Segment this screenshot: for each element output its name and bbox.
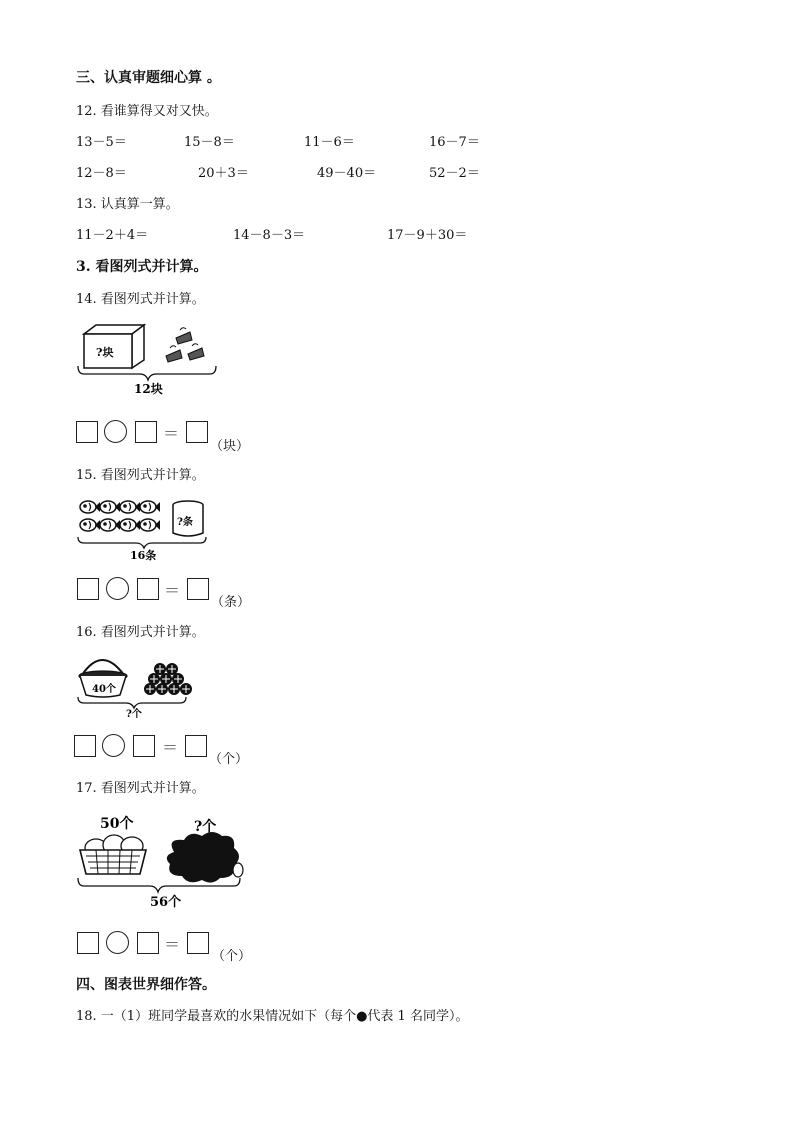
fish-icon bbox=[80, 519, 100, 531]
cake-slices-icon bbox=[166, 328, 204, 362]
q13-label: 13. 认真算一算。 bbox=[76, 197, 179, 212]
q16-answer-box-1[interactable] bbox=[74, 735, 96, 757]
q15-equals: ＝ bbox=[164, 581, 181, 600]
q17-right-text: ?个 bbox=[194, 819, 217, 835]
fish-icon bbox=[100, 519, 120, 531]
fruit-icon bbox=[145, 684, 156, 695]
q14-total: 12块 bbox=[134, 382, 163, 396]
q13-c3: 17－9＋30＝ bbox=[387, 228, 468, 243]
q13-c2: 14－8－3＝ bbox=[233, 228, 306, 243]
q17-unit: （个） bbox=[212, 949, 252, 964]
subsection-title: 3. 看图列式并计算。 bbox=[76, 259, 208, 275]
q14-box-text: ?块 bbox=[96, 346, 114, 359]
q17-total: 56个 bbox=[150, 895, 182, 910]
q13-c1: 11－2＋4＝ bbox=[76, 228, 149, 243]
q15-answer-box-1[interactable] bbox=[77, 578, 99, 600]
fish-group-icon bbox=[80, 501, 160, 531]
q14-answer-box-3[interactable] bbox=[186, 421, 208, 443]
fish-icon bbox=[140, 501, 160, 513]
total-brace bbox=[78, 537, 206, 548]
q15-label: 15. 看图列式并计算。 bbox=[76, 468, 205, 483]
q18-label: 18. 一（1）班同学最喜欢的水果情况如下（每个●代表 1 名同学）。 bbox=[76, 1009, 469, 1024]
q14-label: 14. 看图列式并计算。 bbox=[76, 292, 205, 307]
q12-r2-c3: 49－40＝ bbox=[317, 166, 377, 181]
fish-icon bbox=[140, 519, 160, 531]
q15-cup-text: ?条 bbox=[177, 517, 193, 528]
q16-basket-text: 40个 bbox=[92, 684, 116, 695]
q15-figure bbox=[76, 497, 216, 565]
covered-basket-icon bbox=[167, 832, 243, 883]
q12-r1-c2: 15－8＝ bbox=[184, 135, 235, 150]
q16-figure bbox=[76, 651, 191, 721]
q14-operator-circle[interactable] bbox=[104, 420, 127, 443]
q12-r2-c4: 52－2＝ bbox=[429, 166, 480, 181]
fruit-icon bbox=[161, 674, 172, 685]
q17-answer-box-2[interactable] bbox=[137, 932, 159, 954]
q12-r1-c3: 11－6＝ bbox=[304, 135, 355, 150]
fruit-icon bbox=[173, 674, 184, 685]
q15-total: 16条 bbox=[130, 549, 157, 562]
q17-answer-box-1[interactable] bbox=[77, 932, 99, 954]
q12-r1-c1: 13－5＝ bbox=[76, 135, 127, 150]
q12-r2-c2: 20＋3＝ bbox=[198, 166, 249, 181]
q15-unit: （条） bbox=[211, 595, 251, 610]
q16-answer-box-3[interactable] bbox=[185, 735, 207, 757]
q17-left-text: 50个 bbox=[100, 816, 134, 832]
q14-answer-box-1[interactable] bbox=[76, 421, 98, 443]
q16-equals: ＝ bbox=[162, 738, 179, 757]
q17-label: 17. 看图列式并计算。 bbox=[76, 781, 205, 796]
basket-icon bbox=[79, 660, 127, 697]
q17-figure bbox=[76, 810, 248, 914]
q12-r1-c4: 16－7＝ bbox=[429, 135, 480, 150]
q16-operator-circle[interactable] bbox=[102, 734, 125, 757]
cake-box-icon bbox=[84, 325, 144, 368]
total-brace bbox=[78, 697, 186, 708]
q17-answer-box-3[interactable] bbox=[187, 932, 209, 954]
q16-label: 16. 看图列式并计算。 bbox=[76, 625, 205, 640]
cup-icon bbox=[173, 501, 203, 536]
q16-answer-box-2[interactable] bbox=[133, 735, 155, 757]
section3-title: 三、认真审题细心算 。 bbox=[76, 70, 221, 86]
fish-icon bbox=[100, 501, 120, 513]
fish-icon bbox=[120, 519, 140, 531]
fruit-icon bbox=[157, 684, 168, 695]
fruit-icon bbox=[181, 684, 192, 695]
fish-icon bbox=[120, 501, 140, 513]
fruit-icon bbox=[169, 684, 180, 695]
q12-r2-c1: 12－8＝ bbox=[76, 166, 127, 181]
q12-label: 12. 看谁算得又对又快。 bbox=[76, 104, 218, 119]
q14-unit: （块） bbox=[210, 439, 250, 454]
section4-title: 四、图表世界细作答。 bbox=[76, 977, 216, 993]
fruit-icon bbox=[155, 664, 166, 675]
q15-operator-circle[interactable] bbox=[106, 577, 129, 600]
fruit-pile-icon bbox=[145, 664, 192, 695]
q17-equals: ＝ bbox=[164, 935, 181, 954]
egg-basket-icon bbox=[80, 835, 146, 874]
fruit-icon bbox=[149, 674, 160, 685]
q14-equals: ＝ bbox=[163, 424, 180, 443]
q14-answer-box-2[interactable] bbox=[135, 421, 157, 443]
q17-operator-circle[interactable] bbox=[106, 931, 129, 954]
q14-figure bbox=[76, 320, 221, 400]
q15-answer-box-3[interactable] bbox=[187, 578, 209, 600]
fish-icon bbox=[80, 501, 100, 513]
fruit-icon bbox=[167, 664, 178, 675]
q16-total: ?个 bbox=[126, 709, 142, 720]
q16-unit: （个） bbox=[209, 752, 249, 767]
q15-answer-box-2[interactable] bbox=[137, 578, 159, 600]
